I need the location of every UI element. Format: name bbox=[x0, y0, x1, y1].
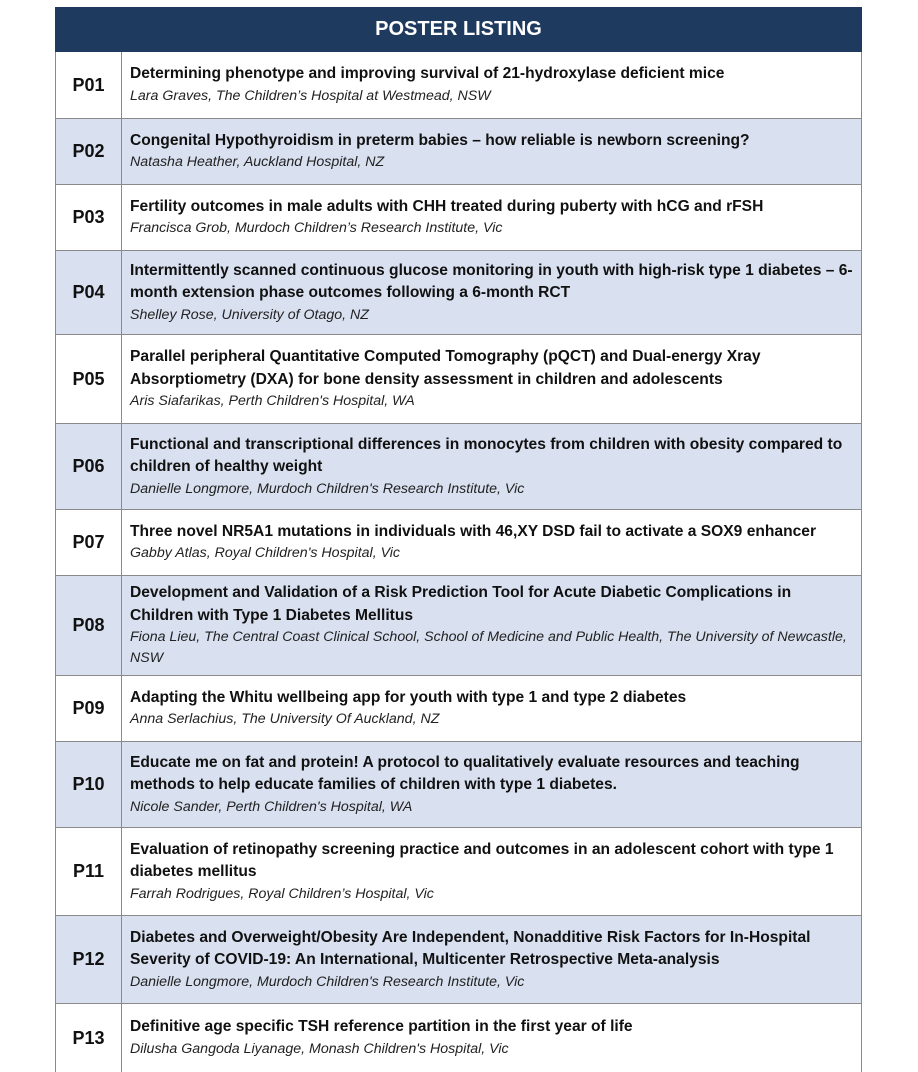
poster-row bbox=[56, 424, 861, 510]
poster-author: Farrah Rodrigues, Royal Children’s Hospital, Vic bbox=[130, 885, 434, 902]
poster-code: P08 bbox=[56, 576, 122, 675]
poster-author: Aris Siafarikas, Perth Children's Hospital, WA bbox=[130, 393, 415, 409]
poster-author: Danielle Longmore, Murdoch Children's Research Institute, Vic bbox=[130, 480, 525, 497]
poster-row bbox=[56, 576, 861, 676]
poster-row bbox=[56, 510, 861, 576]
poster-content bbox=[122, 251, 861, 334]
poster-author: Fiona Lieu, The Central Coast Clinical School, School of Medicine and Public Health, The University of Newcastle, NSW bbox=[130, 629, 847, 666]
poster-title: Functional and transcriptional differences in monocytes from children with obesity compared to children of healthy weight bbox=[130, 435, 843, 475]
poster-row bbox=[56, 185, 861, 251]
poster-author: Shelley Rose, University of Otago, NZ bbox=[130, 306, 369, 323]
poster-code: P06 bbox=[56, 424, 122, 509]
poster-code: P09 bbox=[56, 676, 122, 741]
poster-row bbox=[56, 676, 861, 742]
poster-code: P03 bbox=[56, 185, 122, 250]
listing-title: POSTER LISTING bbox=[375, 18, 542, 40]
poster-row bbox=[56, 1004, 861, 1072]
poster-content bbox=[122, 52, 861, 118]
poster-title: Adapting the Whitu wellbeing app for youth with type 1 and type 2 diabetes bbox=[130, 688, 687, 706]
poster-row bbox=[56, 52, 861, 119]
poster-content bbox=[122, 576, 861, 675]
poster-content bbox=[122, 335, 861, 423]
poster-title: Determining phenotype and improving survival of 21-hydroxylase deficient mice bbox=[130, 65, 725, 83]
poster-title: Definitive age specific TSH reference partition in the first year of life bbox=[130, 1018, 633, 1036]
poster-row bbox=[56, 335, 861, 424]
poster-listing bbox=[55, 7, 862, 1072]
poster-row bbox=[56, 916, 861, 1004]
poster-code: P01 bbox=[56, 52, 122, 118]
poster-content bbox=[122, 828, 861, 915]
poster-author: Dilusha Gangoda Liyanage, Monash Children's Hospital, Vic bbox=[130, 1040, 509, 1057]
poster-author: Nicole Sander, Perth Children's Hospital, WA bbox=[130, 798, 413, 815]
poster-content bbox=[122, 1004, 861, 1072]
poster-content bbox=[122, 185, 861, 250]
poster-code: P12 bbox=[56, 916, 122, 1003]
poster-author: Anna Serlachius, The University Of Auckland, NZ bbox=[130, 711, 440, 728]
poster-code: P02 bbox=[56, 119, 122, 184]
poster-code: P04 bbox=[56, 251, 122, 334]
poster-content bbox=[122, 676, 861, 741]
poster-title: Diabetes and Overweight/Obesity Are Independent, Nonadditive Risk Factors for In-Hospital Severity of COVID-19: An International, Multicenter Retrospective Meta-analysis bbox=[130, 928, 811, 968]
poster-author: Danielle Longmore, Murdoch Children's Research Institute, Vic bbox=[130, 973, 525, 990]
poster-author: Natasha Heather, Auckland Hospital, NZ bbox=[130, 154, 385, 171]
poster-title: Intermittently scanned continuous glucose monitoring in youth with high-risk type 1 diabetes – 6-month extension phase outcomes following a 6-month RCT bbox=[130, 261, 853, 301]
poster-table bbox=[55, 52, 862, 1072]
poster-author: Gabby Atlas, Royal Children's Hospital, Vic bbox=[130, 545, 401, 562]
poster-title: Parallel peripheral Quantitative Computed Tomography (pQCT) and Dual-energy Xray Absorptiometry (DXA) for bone density assessment in children and adolescents bbox=[130, 348, 761, 388]
poster-row bbox=[56, 828, 861, 916]
poster-title: Educate me on fat and protein! A protocol to qualitatively evaluate resources and teaching methods to help educate families of children with type 1 diabetes. bbox=[130, 753, 800, 793]
poster-code: P11 bbox=[56, 828, 122, 915]
poster-content bbox=[122, 119, 861, 184]
poster-row bbox=[56, 119, 861, 185]
poster-content bbox=[122, 510, 861, 575]
poster-code: P05 bbox=[56, 335, 122, 423]
poster-row bbox=[56, 251, 861, 335]
poster-title: Evaluation of retinopathy screening practice and outcomes in an adolescent cohort with type 1 diabetes mellitus bbox=[130, 840, 834, 880]
poster-title: Congenital Hypothyroidism in preterm babies – how reliable is newborn screening? bbox=[130, 131, 750, 149]
poster-code: P10 bbox=[56, 742, 122, 827]
poster-title: Fertility outcomes in male adults with CHH treated during puberty with hCG and rFSH bbox=[130, 197, 764, 215]
poster-row bbox=[56, 742, 861, 828]
poster-content bbox=[122, 916, 861, 1003]
poster-title: Development and Validation of a Risk Prediction Tool for Acute Diabetic Complications in Children with Type 1 Diabetes Mellitus bbox=[130, 584, 792, 624]
poster-author: Francisca Grob, Murdoch Children’s Research Institute, Vic bbox=[130, 220, 503, 237]
poster-code: P07 bbox=[56, 510, 122, 575]
poster-title: Three novel NR5A1 mutations in individuals with 46,XY DSD fail to activate a SOX9 enhancer bbox=[130, 522, 817, 540]
poster-author: Lara Graves, The Children’s Hospital at Westmead, NSW bbox=[130, 87, 491, 104]
poster-content bbox=[122, 424, 861, 509]
poster-code: P13 bbox=[56, 1004, 122, 1072]
poster-content bbox=[122, 742, 861, 827]
listing-header bbox=[55, 7, 862, 52]
